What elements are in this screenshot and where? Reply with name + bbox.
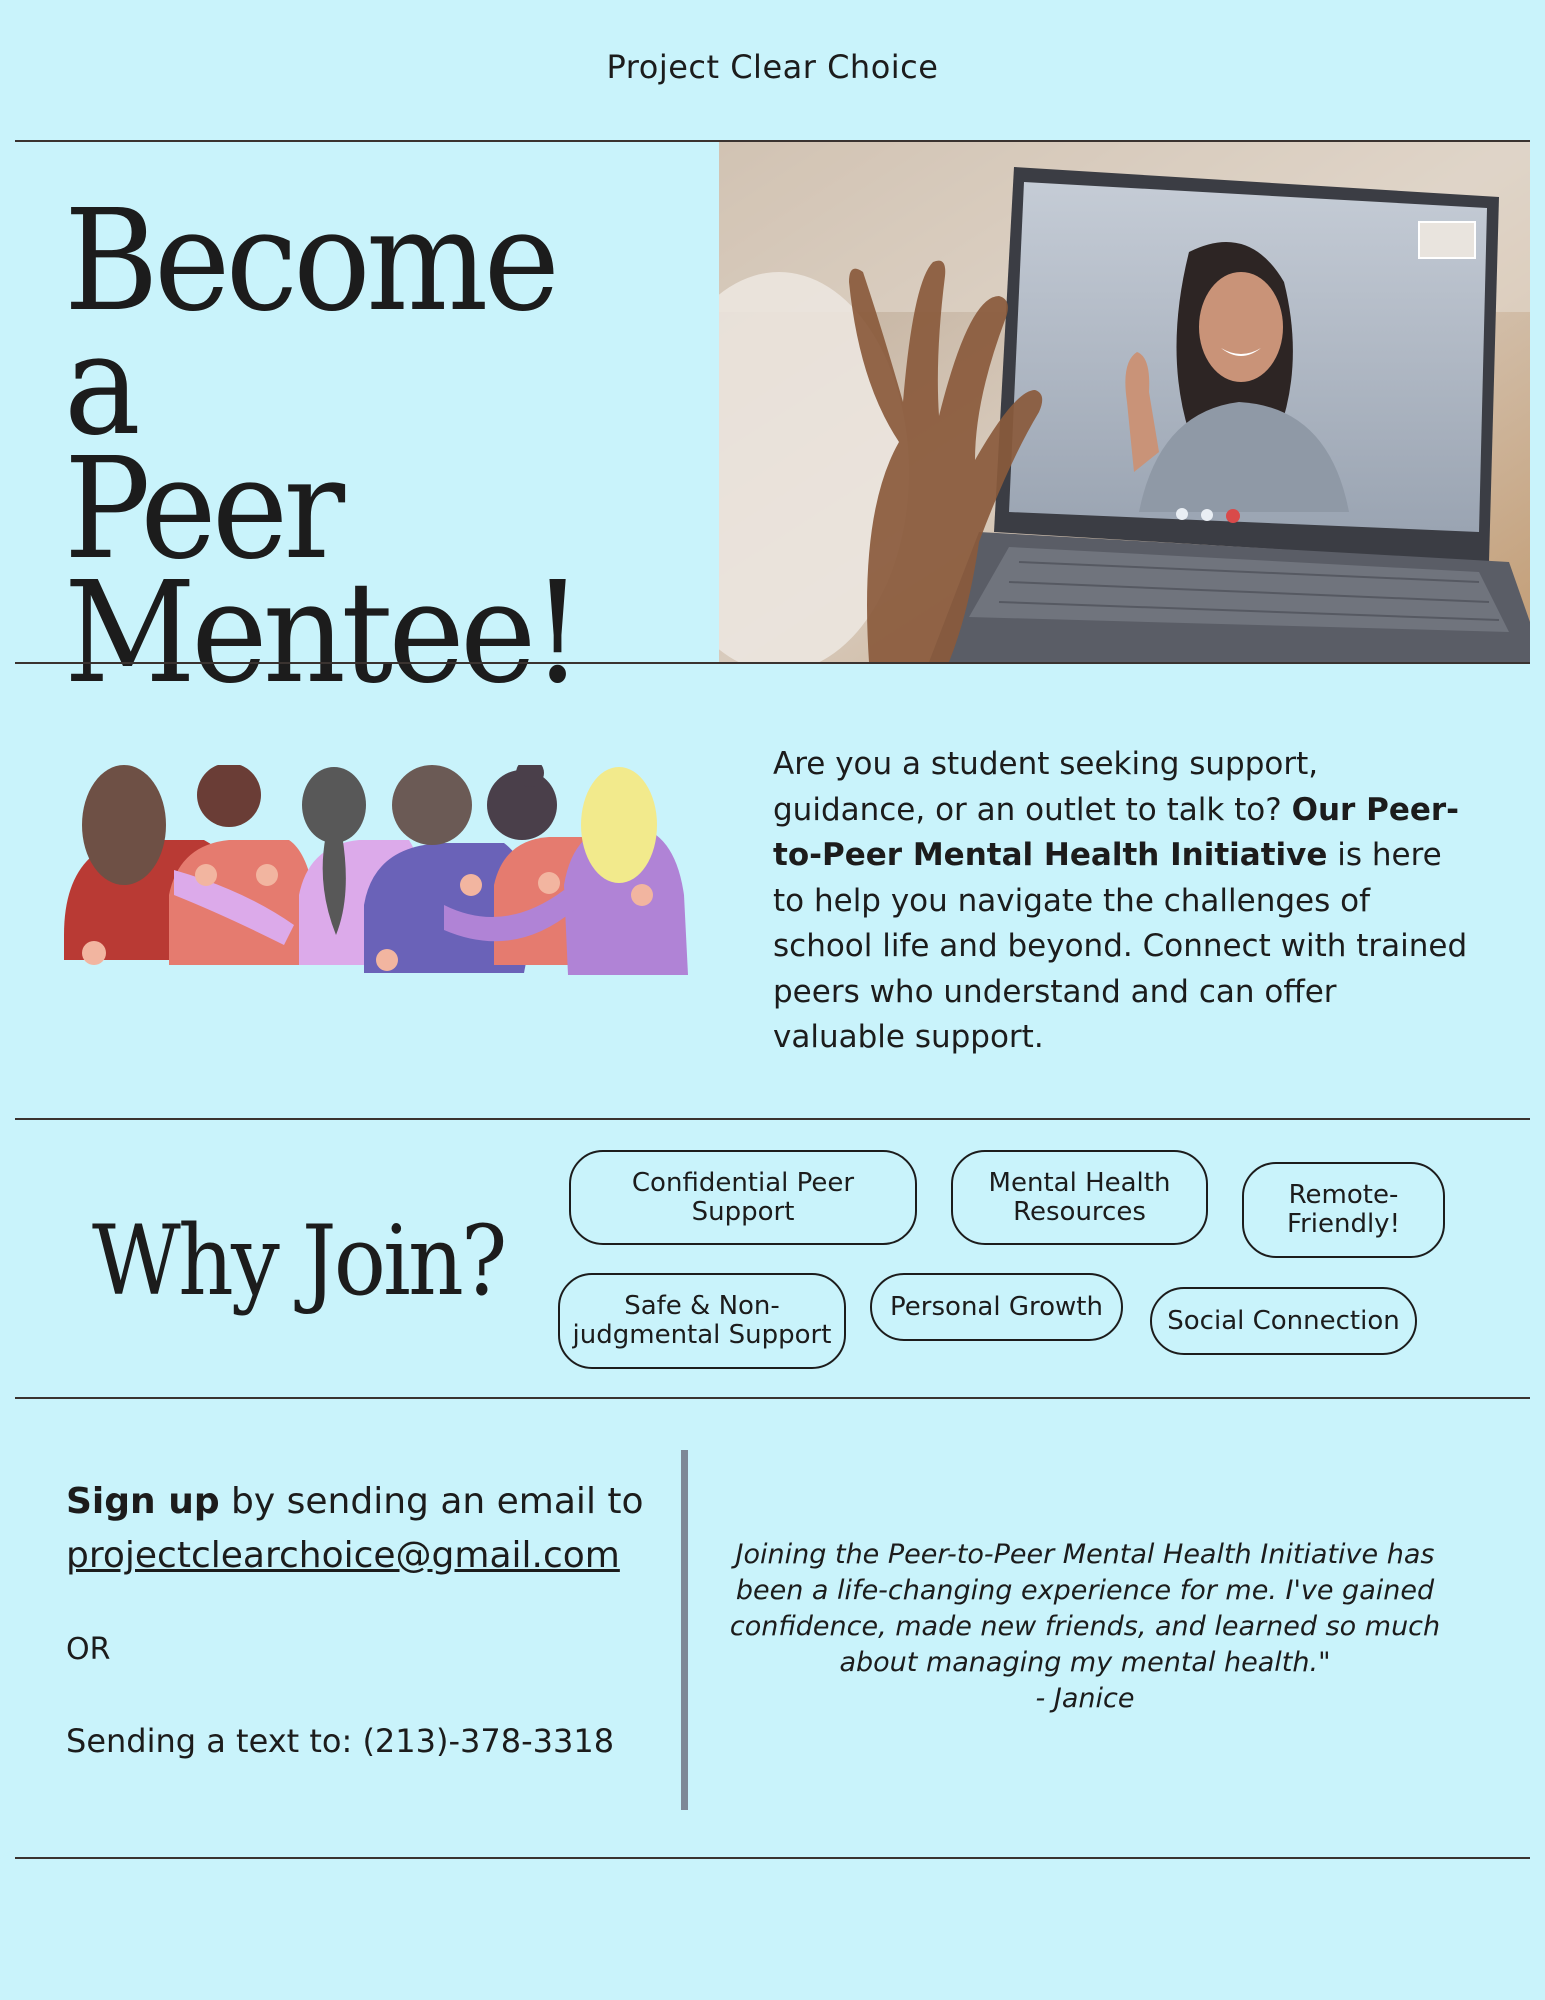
testimonial-quote <box>720 1537 1450 1717</box>
signup-bold: Sign up <box>66 1481 220 1522</box>
intro-paragraph <box>773 742 1473 1061</box>
hero-photo-video-call <box>719 142 1530 662</box>
text-phone-line: Sending a text to: (213)-378-3318 <box>66 1722 615 1760</box>
hero-title <box>64 180 653 715</box>
group-of-friends-illustration <box>64 765 688 985</box>
org-name: Project Clear Choice <box>606 48 939 86</box>
hero-title-line: Mentee! <box>64 552 579 715</box>
intro-text: is here to help you navigate the challenges of school life and beyond. Connect with trained peers who understand and can offer valuable support. <box>773 837 1468 1055</box>
why-join-heading: Why Join? <box>92 1205 505 1317</box>
signup-instructions <box>66 1475 666 1583</box>
quote-author: - Janice <box>1035 1683 1135 1714</box>
intro-bold-text: Our Peer-to-Peer Mental Health Initiative <box>773 791 1460 873</box>
hero-title-line: Become a <box>64 180 556 467</box>
benefit-pill: Social Connection <box>1150 1287 1417 1355</box>
benefit-pill: Confidential Peer Support <box>569 1150 917 1245</box>
quote-text: Joining the Peer-to-Peer Mental Health Initiative has been a life-changing experience for me. I've gained confidence, made new friends, and learned so much about managing my mental health." <box>729 1539 1441 1678</box>
intro-text: Are you a student seeking support, guidance, or an outlet to talk to? <box>773 746 1319 828</box>
divider <box>15 1857 1530 1859</box>
quote-divider-bar <box>681 1450 688 1810</box>
benefit-pill: Personal Growth <box>870 1273 1123 1341</box>
hero-title-line: Peer <box>64 428 341 591</box>
email-link[interactable]: projectclearchoice@gmail.com <box>66 1535 620 1576</box>
benefit-pill: Remote-Friendly! <box>1242 1162 1445 1258</box>
divider <box>15 662 1530 664</box>
or-label: OR <box>66 1632 111 1667</box>
benefit-pill: Mental Health Resources <box>951 1150 1208 1245</box>
divider <box>15 1397 1530 1399</box>
divider <box>15 1118 1530 1120</box>
signup-text: by sending an email to <box>219 1481 644 1522</box>
benefit-pill: Safe & Non-judgmental Support <box>558 1273 846 1369</box>
